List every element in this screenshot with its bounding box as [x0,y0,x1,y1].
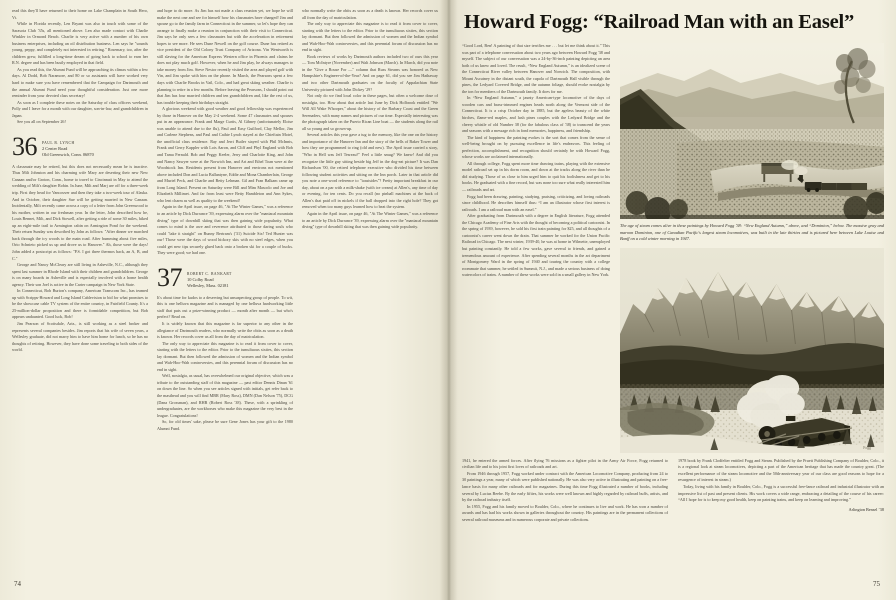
paragraph: “Good Lord, Ben! A painting of that size terrifies me . . . but let me think about it.” This was part of a telephone conversation about two years ago between Howard Fogg '38 and myself. The subject of our conversation was a 24-by-36-inch painting depicting an area both of us knew and loved. The result, “New England Autumn,” is an idealized scene of the Connecticut River valley between Hanover and Norwich. The composition, with Mount Ascutney in the distant south, the cupola of Dartmouth Hall visible through the pines, the Ledyard Covered Bridge, and the autumn foliage, should evoke nostalgia by the ton for members of the Dartmouth family. It does for me. [462,43,610,94]
class-secretary-name: ROBERT C. BANKART [187,271,232,276]
paragraph: As soon as I complete these notes on the Saturday of class officers weekend, Polly and I leave for a month with our daughter, son-in-law, and grandchildren in Japan. [12,99,148,118]
class-year-number: 37 [157,262,182,292]
paragraph: So, for old times' sake, please be sure Gene Jones has your gift to the 1980 Alumni Fund. [157,419,293,431]
article-artwork-column [620,43,884,453]
paragraph: From 1946 through 1957, Fogg worked under contract with the American Locomotive Company, producing from 24 to 30 paintings a year, many of which were published nationally. He was also very active in illustrating and painting on a free-lance basis for many other railroads and for magazines. During this time Fogg illustrated a number of books, including several by Lucius Beebe. By the early fifties, his works were well known and highly regarded by railroad buffs, artists, and by the railroad industry itself. [462,470,668,503]
article-bottom-columns [462,458,884,523]
paragraph: In 1955, Fogg and his family moved to Boulder, Colo., where he continues to live and work. He has won a number of awards and has had his works shown in galleries throughout the country. His paintings are in the permanent collections of several railroad museums and in numerous corporate and private collections. [462,503,668,522]
paragraph: After graduating from Dartmouth with a degree in English literature, Fogg attended the Chicago Academy of Fine Arts with the thought of becoming a political cartoonist. In the spring of 1939, however, he sold his first train painting for $25, and all thoughts of a cartoonist's career went down the drain. That summer he worked for the Union Pacific Railroad in Chicago. The next winter, 1939-40, he was at home in Wilmette, unemployed but painting constantly. He told a few works, gave several to friends, and gained a tremendous amount of experience. After spending several months in the art department of Montgomery Ward in the spring of 1940 and touring the country with a college roommate that summer, he settled in Summit, N.J., and made a serious business of doing watercolors of trains. A number of these works were sold in a small gallery in New York. [462,213,610,278]
paragraph: Book reviews of works by Dartmouth authors included two of ours this year — Tom McIntyre (November) and Walt Johnson (March). In March, did you note in the "Give a Rouse For —" column that Russ Stearns was honored as New Hampshire's Engineer-of-the-Year? And on page 61, did you see Jim Hathaway and two other Dartmouth graduates on the faculty of Appalachian State University pictured with John Dickey '29? [302,53,438,92]
paragraph: It's about time for kudos to a deserving but unsuspecting group of people. To wit, this is one helluva magazine and is managed by one helluva hardworking little staff that puts out a prize-winning product — month after month — but who's perfect? Read on. [157,294,293,320]
paragraph: Today, living with his family in Boulder, Colo., Fogg is a successful free-lance railroad and industrial illustrator with an impressive list of past and present clients. His work covers a wide range, embracing a detailing of the course of his career: “All I hope for is to keep my good health, keep on painting trains, and keep on learning and improving.” [678,483,884,503]
class-secretary-address [42,135,94,159]
svg-text:Fogg: Fogg [863,445,871,450]
paragraph: Again in the April issue, on page 46, "At The Winter Games," was a reference to an article by Dick Durrance '39, expressing alarm over the "maniacal mountain diving" type of downhill skiing that was then gaining wide popularity. [302,210,438,230]
class-note-header-37 [157,262,293,292]
paragraph: The only way to appreciate this magazine is to read it from cover to cover, starting with the letters to the editor. Prior to the tumultuous sixties, this section lay dormant. But then followed the admission of women and the Indian symbol and Wah-Hoo-Wah controversies, and this perennial forum of discussion has no end in sight. [302,21,438,53]
paragraph: Jim Pearson of Scottsdale, Ariz., is still working as a steel broker and represents several companies besides. Jim reports that his wife of seven years, a Wellesley graduate, did not marry him to have him home for lunch, so he has no thoughts of retiring. However, they have done some traveling to both sides of the world. [12,320,148,353]
paragraph: The kind of happiness the painting evokes is the sort that comes from the sense of well-being brought on by pursuing excellence in life's endeavors. This feeling of perfection, accomplishment, and recognition should certainly be with Howard Fogg, whose works are acclaimed internationally. [462,134,610,160]
class-address-line-2: Wellesley, Mass. 02181 [187,283,229,289]
paragraph: 1941, he entered the armed forces. After flying 76 missions as a fighter pilot in the Army Air Force, Fogg returned to civilian life and to his joint first loves of railroads and art. [462,457,668,470]
page-number-left: 74 [14,580,21,588]
page-number-right: 75 [873,580,880,588]
paragraph: A glorious weekend with good weather and good fellowship was experienced by those in Hanover on the May 2-4 weekend. Some 47 classmates and spouses put in an appearance. Frank and Marge Curtis, Al Gibney (unfortunately Eloise was unable to attend due to the flu), Paul and Easy Guilford, Clay Mellor, Jim and Carlene Stephens, and Paul and Cathie Lynch stayed at the Chieftain Motel, the unofficial class residence. Ray and Jerri Butler stayed with Phil McInnis, Frank and Gerry Kappler with Lois Aaron, and Cliff and Phyl England with Bob and Tama Fernald. Bob and Peggy Keeler, Jerry and Charlotte King, and John and Nancy Sawyer were at the Norwich Inn, and Art and Ethel Toan were at the Woodstock Inn. Residents present from Hanover and environs not mentioned above included Don and Lucia Ballantyne, Eddie and Mona Chamberlain, George and Muriel Peck, and Charlie and Betty Lehman. Gil and Fran Balkam came up from Long Island. Present on Saturday were Bill and Mim Mascolo and Joe and Elizabeth Millimet. And far from least were Betty Hambleton and Ann Sykes, who lent charm as well as quality to the weekend! [157,106,293,203]
left-column-2 [157,8,293,560]
paragraph: read this they'll have returned to their home on Lake Champlain in South Hero, Vt. [12,8,148,20]
paragraph: In “New England Autumn,” a jaunty American-type locomotive of the days of wooden cars and brass-trimmed engines heads north along the Vermont side of the Connecticut. It is a crisp October day in 1885, but the ageless beauty of the white birches, flame-red maples, and lush pines couples with the Ledyard Bridge and the cheery whistle of old Number 38 (for the fabulous class of '38) to transcend the years and seasons with a message rich in fond memories, happiness, and friendship. [462,95,610,134]
article-byline: Arlington Bensel ’38 [848,506,884,512]
article-bottom-column-2 [678,458,884,523]
article-headline: Howard Fogg: “Railroad Man with an Easel” [464,11,855,33]
new-england-autumn-painting [620,43,884,219]
article-bottom-column-1 [462,458,668,523]
paragraph: 1978 book by Frank Clodfelter entitled Fogg and Steam. Published by the Pruett Publishing Company of Boulder, Colo., it is a regional look at steam locomotives, depicting a part of the American heritage that has made the country great. (The excellent performance of the steam locomotive and the 50th-anniversary year of our class are good reasons to hope for a resurgence of interest in steam.) [678,457,884,483]
paragraph: Well, nostalgia, as usual, has overwhelmed our original objective, which was a tribute to the outstanding staff of this magazine — past editor Dennis Dinan '61 on down the line. So when you see articles signed with initials, get refer back to the masthead and you will find MBR (Mary Ross), DMN (Dan Nelson '75), DCG (Dana Grossman), and RHR (Robert Ross '38). These, with a sprinkling of undergraduates, are the workhorses who make this magazine the very best in the league. Congratulations! [157,373,293,418]
paragraph: The only way to appreciate this magazine is to read it from cover to cover, starting with the letters to the editor. Prior to the tumultuous sixties, this section lay dormant. But then followed the admission of women and the Indian symbol and Wah-Hoo-Wah controversies, and this perennial forum of discussion has no end in sight. [157,340,293,372]
paragraph: In Connecticut, Bob Burton's company, American Transcom Inc., has teamed up with Scripps-Howard and Long Island Cablevision to bid for what promises to be the showcase cable TV system of the entire country, in Fairfield County. It's a 25-million-dollar proposition and there is formidable competition, but Bob appears undaunted. Good luck, Bob! [12,288,148,320]
class-secretary-address [187,266,232,290]
class-address-line-1: 2 Center Road [42,146,68,152]
paragraph: It is widely known that this magazine is far superior to any other in the allegiance of Dartmouth readers, who normally write the obits as soon as a death is known. Her records cover us all from the day of matriculation. [157,320,293,340]
paragraph: See you all on September 26! [17,119,66,125]
artwork-caption: The age of steam comes alive in these paintings by Howard Fogg '38: “New England Autumn,” above, and “Dominion,” below. The massive gray and maroon Dominion, one of Canadian Pacific's largest steam locomotives, was built in the late thirties and is pictured here between Lake Louise and Banff on a cold winter morning in 1947. [620,223,884,242]
article-lead-column [462,43,610,453]
left-page-columns [12,8,438,560]
paragraph: Again in the April issue, on page 46, "At The Winter Games," was a reference to an article by Dick Durrance '39, expressing alarm over the "maniacal mountain diving" type of downhill skiing that was then gaining wide popularity. What comes to mind is the awe and reverence attributed to those daring souls who could "take it straight" on Bunny Bertram's ('31) Suicide Six! Ted Hunter was our! Those were the days of wood hickory skis with no steel edges, when you could get new tips securely glued back onto a broken ski for a couple of bucks. They were good; we had one. [157,204,293,256]
paragraph: George and Nancy McCleary are still living in Asheville, N.C., although they spent last summer in Rhode Island with their children and grandchildren. George is on many boards in Asheville and is especially involved with a home health agency. Their son Joel is active in the Carter campaign in New York State. [12,262,148,287]
left-column-3 [302,8,438,560]
left-column-1 [12,8,148,560]
dominion-painting [620,248,884,453]
paragraph: Several articles this year gave a tug to the memory, like the one on the history and importance of the Hanover Inn and the story of the bells of Baker Tower and how they are programmed to ring (old and new). The April issue carried a story, "Who in Hell was Jeff Tesreau?" Feel a little smug? We knew! And did you recognize the little guy sitting beside big Jeff in the dog-eat picture? It was Dan Richardson '00, the retired telephone executive who divided his time between following student activities and sitting on the Inn porch. Later in that article did you note a one-word reference to "toastsides"? Pretty important breakfast in our day, about on a par with a milk-shake (with ice cream) at Allen's, any time of day or evening, for ten cents. Do you recall (no pinball machines at the back of Allen's that paid off in nickels if the ball dropped into the right hole? They got removed when too many guys learned how to beat the system. [302,132,438,210]
paragraph: Fogg had been drawing, painting, studying, praising, criticizing, and loving railroads since childhood. He describes himself thus: “I am an illustrator whose first interest is railroads. I am a railroad man with an easel.” [462,193,610,212]
paragraph: While in Florida recently, Len Bryant was also in touch with some of the Sarasota Club '35s, all mentioned above. Len also made contact with Charlie Winkler in Ormond Beach. Charlie is very active with a number of his own business enterprises, including an oil distribution business. Len says he "sounds young, peppy, and completely not interested in retiring." Rosemary, too, after the children grew, fulfilled a long-time dream of going back to school to earn her R.N. degree and has been busily employed in that field. [12,21,148,66]
class-year-number: 36 [12,131,37,161]
paragraph: Not only do we find local color in these pages, but often a welcome dose of nostalgia, too. How about that article last June by Dick Holbrook entitled "We Will All Wake Whooper," about the history of the Barbary Coast and the Green Serenaders, with many names and pictures of our time. Especially interesting was the photograph taken on the Puerto Rican Line boat — the students along the rail all so young and so grown-up. [302,93,438,131]
class-secretary-name: PAUL B. LYNCH [42,140,75,145]
class-address-line-2: Old Greenwich, Conn. 06870 [42,152,94,158]
paragraph: who normally write the obits as soon as a death is known. Her records cover us all from the day of matriculation. [302,8,438,20]
paragraph: All through college, Fogg spent more time drawing trains, playing with the extensive model railroad set up in his dorm room, and down at the tracks along the river than he did studying. Those of us close to him urged him to quit his foolishness and get to his books. He graduated with a fine record, but was none too sure what really interested him — railroads and art. [462,160,610,193]
right-page [448,0,896,600]
class-address-line-1: 10 Colby Road [187,277,214,283]
article-top-section [462,43,884,453]
paragraph: A classmate may be retired, but this does not necessarily mean he is inactive. Thus Milt Johnston and his charming wife Mary are deserting their new New Canaan and/or Groton, Conn., home to travel to Cincinnati in May to attend the wedding of Milt's daughter Robin. In June, Milt and Marj are off for a three-week trip. First they head for Vancouver and then they take a two-week tour of Alaska. And in October, their daughter Sue will be getting married in New Canaan. Incidentally, Milt recently came across a copy of a letter from John Greenwood to his mother, written in our freshman year. In the letter, John described how he, Louis Bennet, Milt, and Dick Stowell, after getting a ride of some 30 miles, hiked up an eight-mile trail to Armington cabin on Armington Pond for the weekend. Their return Sunday was described by John as follows: "After dinner we marched back through the icy woods to the main road. After bumming about five miles, Orio Schnieto picked us up and drove us to Hanover." Ah, those were the days! John added a postscript as follows: "P.S. I got three thermos back, an A, B, and C." [12,163,148,261]
class-note-header-36 [12,131,148,161]
paragraph: As you read this, the Alumni Fund will be approaching its climax within a few days. Al Dodd, Bob Naramore, and 80 or so assistants will have worked very hard to make sure you have remembered that the Campaign for Dartmouth and the annual Alumni Fund need your thoughtful consideration. Just one more reminder from your devoted class secretary! [12,66,148,99]
paragraph: and hope to do more. As Jim has not made a class reunion yet, we hope he will make the next one and see for himself how his classmates have changed! Jim and spouse go to the family farm in Connecticut in the summer, so let's hope they can arrange to finally make a reunion in conjunction with their visit to Connecticut. Jim says he only sees a few classmates but with the acceleration in retirement hopes to see more. He sees Dune Newell on the golf course. Dune has retired as vice president of the Old Colony Trust Company of Arizona. Vin Wentworth is still slaving for the American Express Western office in Phoenix and claims he does not play much golf. However, when he and Jim play, he always manages to take money from Jim. Steve Nestor recently visited the area and played golf with Vin, and Jim spoke with him on the phone. In March, the Pearsons spent a few days with Charlie Brooks in Vail, Colo., and had great skiing weather. Charlie is planning to retire in a few months. Before leaving the Pearsons, I should point out that Jim has four married children and ten grandchildren and, like the rest of us, has trouble keeping their birthdays straight. [157,8,293,105]
